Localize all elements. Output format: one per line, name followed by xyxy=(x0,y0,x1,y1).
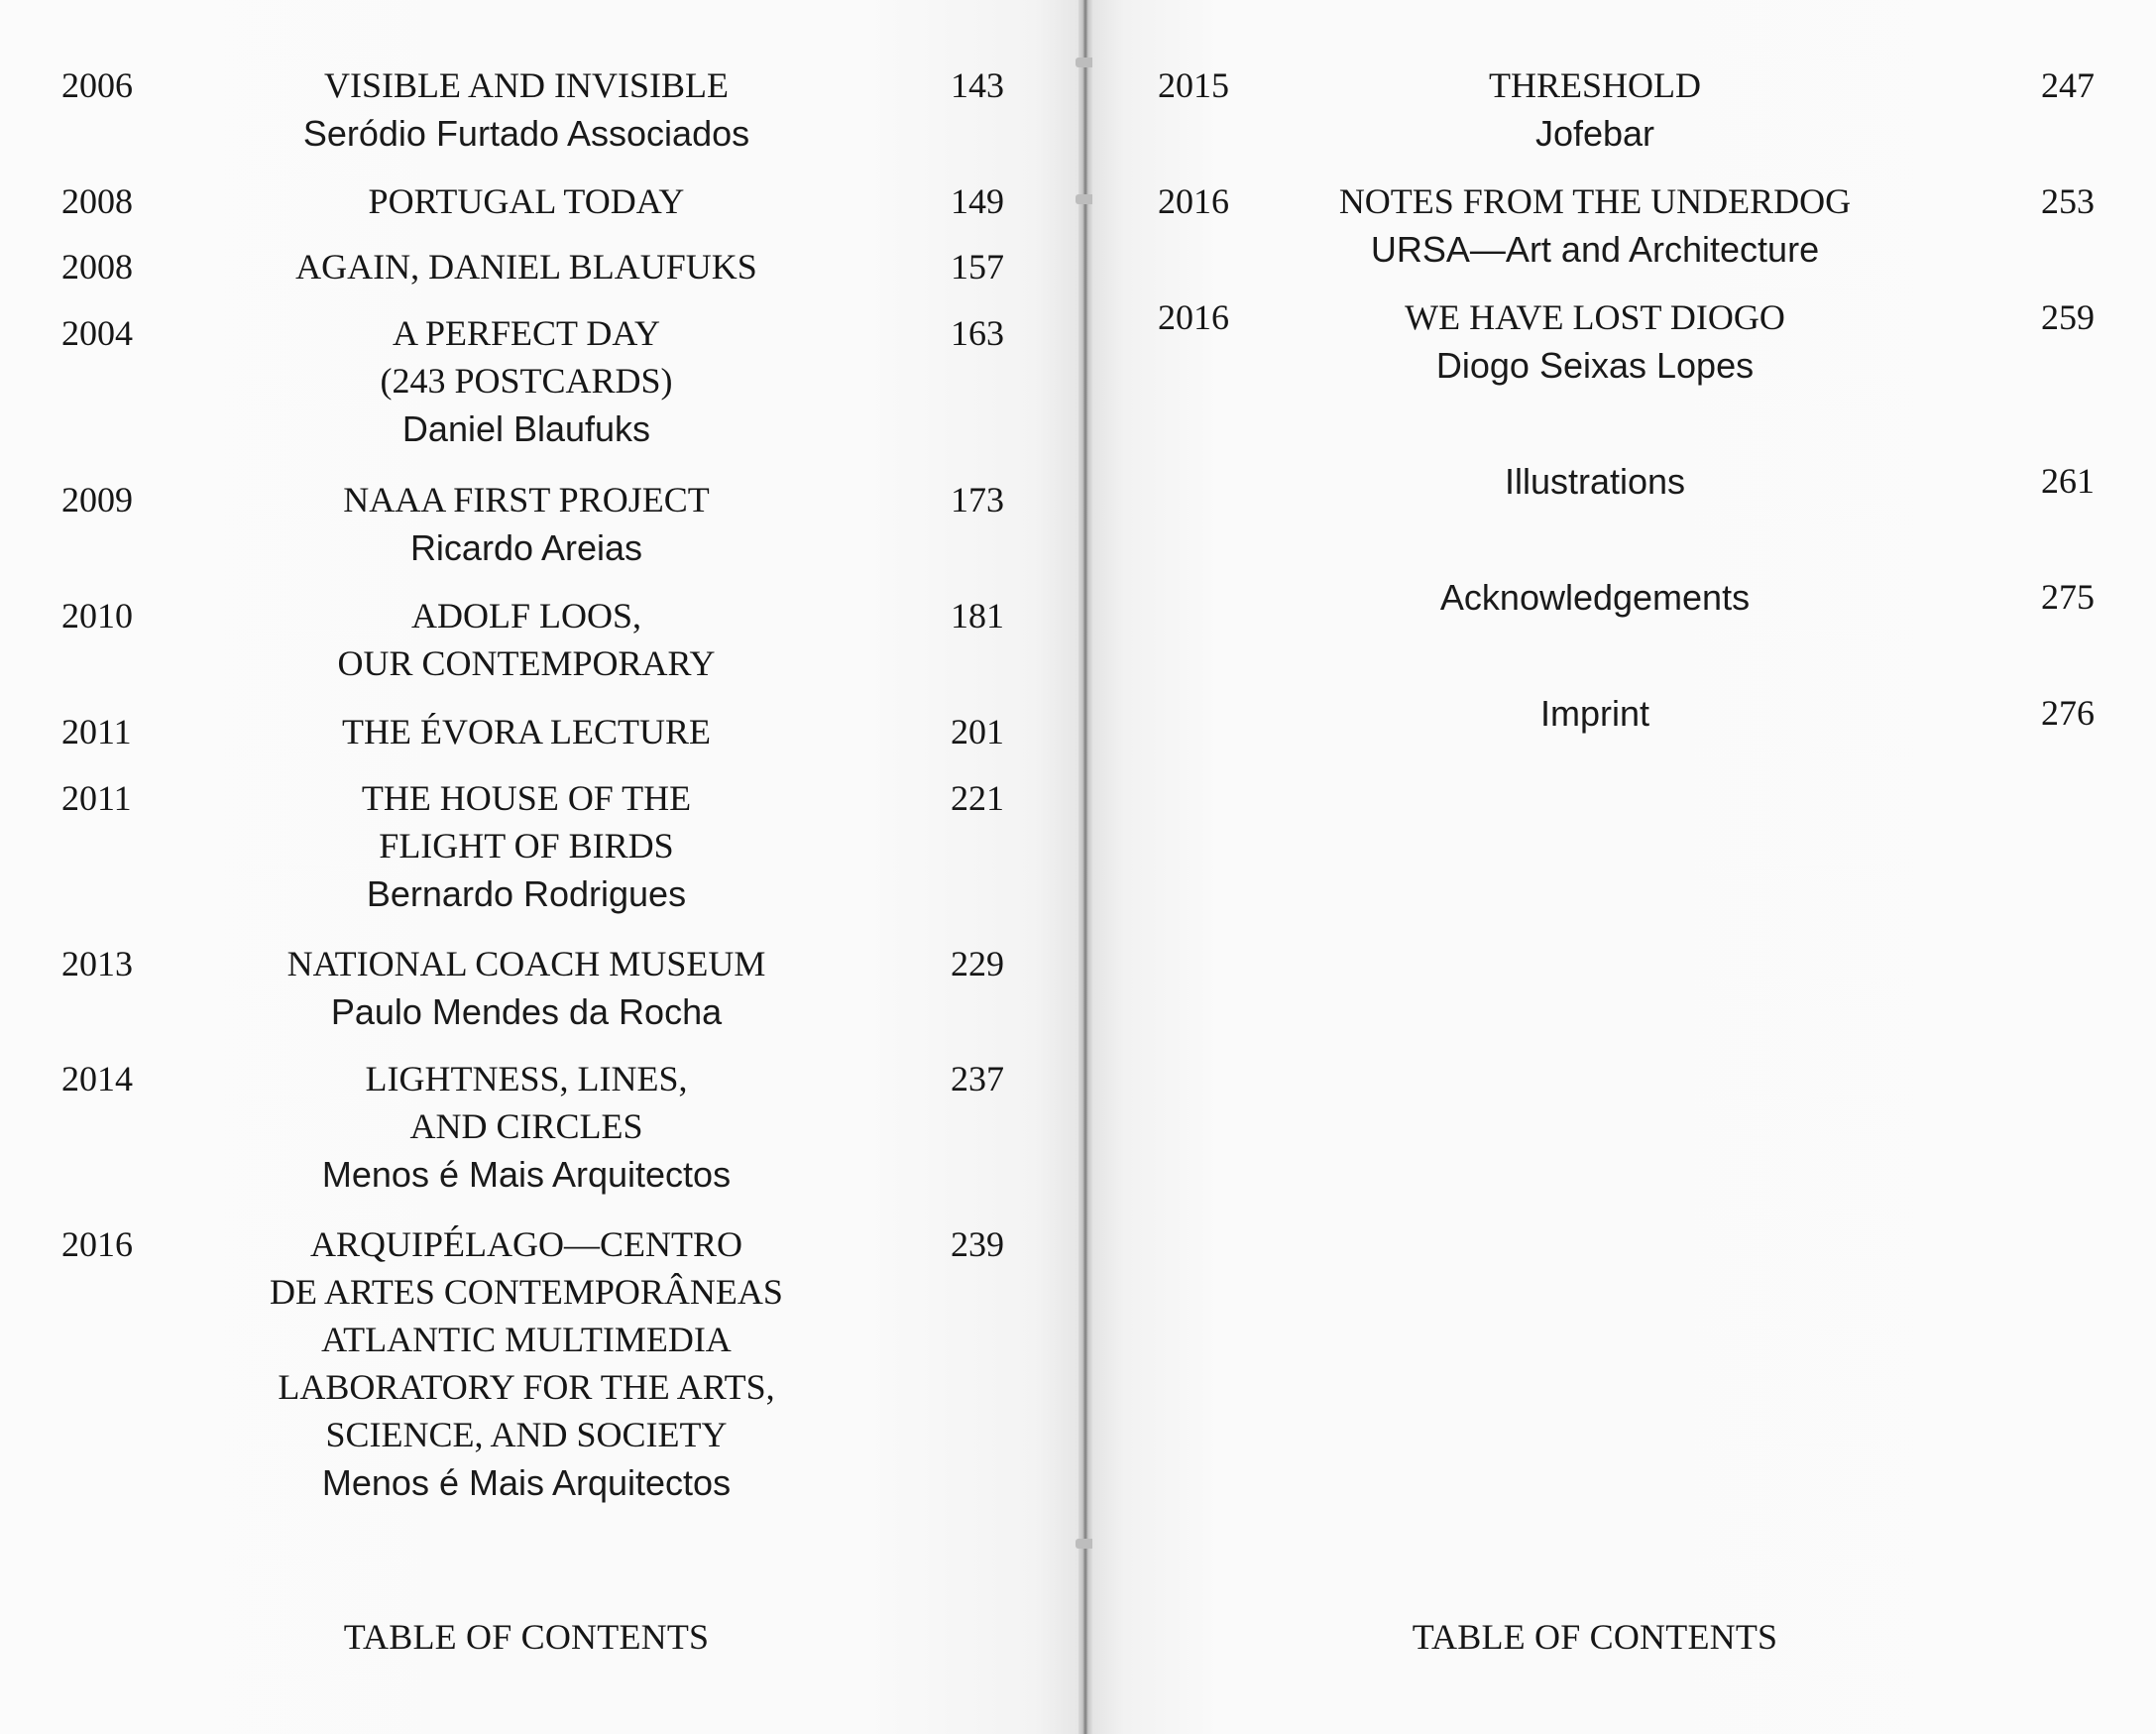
entry-page-number: 253 xyxy=(2041,181,2095,221)
entry-title: DE ARTES CONTEMPORÂNEAS xyxy=(270,1272,783,1312)
book-gutter xyxy=(1078,0,1092,1734)
entry-author: Seródio Furtado Associados xyxy=(302,113,750,154)
entry-year: 2016 xyxy=(1158,297,1229,337)
section-page-number: 261 xyxy=(2041,461,2095,501)
entry-page-number: 157 xyxy=(951,247,1004,287)
entry-page-number: 173 xyxy=(951,480,1004,520)
entry-title: A PERFECT DAY xyxy=(392,313,661,353)
entry-title: PORTUGAL TODAY xyxy=(368,181,685,221)
entry-author: Jofebar xyxy=(1534,113,1655,154)
entry-author: Ricardo Areias xyxy=(409,527,643,568)
entry-title: AGAIN, DANIEL BLAUFUKS xyxy=(295,247,757,287)
entry-page-number: 221 xyxy=(951,778,1004,818)
entry-year: 2008 xyxy=(61,247,133,287)
entry-author: Bernardo Rodrigues xyxy=(366,873,687,914)
entry-year: 2016 xyxy=(61,1224,133,1264)
section-text xyxy=(1291,573,1899,623)
entry-text xyxy=(198,1220,854,1508)
section-label: Illustrations xyxy=(1504,461,1686,502)
entry-title: NAAA FIRST PROJECT xyxy=(343,480,710,520)
entry-page-number: 229 xyxy=(951,944,1004,983)
entry-text xyxy=(198,309,854,454)
entry-title: WE HAVE LOST DIOGO xyxy=(1405,297,1785,337)
entry-title: SCIENCE, AND SOCIETY xyxy=(325,1415,728,1454)
entry-page-number: 237 xyxy=(951,1059,1004,1098)
entry-author: Menos é Mais Arquitectos xyxy=(321,1462,732,1503)
section-label: Imprint xyxy=(1539,693,1650,734)
entry-page-number: 201 xyxy=(951,712,1004,751)
entry-text xyxy=(198,61,854,159)
section-page-number: 275 xyxy=(2041,577,2095,617)
entry-title: THE HOUSE OF THE xyxy=(361,778,692,818)
entry-year: 2010 xyxy=(61,596,133,636)
section-page-number: 276 xyxy=(2041,693,2095,733)
entry-title: ARQUIPÉLAGO—CENTRO xyxy=(310,1224,742,1264)
entry-title: VISIBLE AND INVISIBLE xyxy=(324,65,729,105)
entry-title: NATIONAL COACH MUSEUM xyxy=(286,944,766,983)
entry-page-number: 247 xyxy=(2041,65,2095,105)
entry-text xyxy=(198,708,854,755)
entry-author: Menos é Mais Arquitectos xyxy=(321,1154,732,1195)
section-text xyxy=(1291,457,1899,507)
section-label: Acknowledgements xyxy=(1439,577,1751,618)
entry-text xyxy=(198,940,854,1037)
entry-title: NOTES FROM THE UNDERDOG xyxy=(1338,181,1852,221)
entry-page-number: 259 xyxy=(2041,297,2095,337)
entry-page-number: 143 xyxy=(951,65,1004,105)
entry-title: THRESHOLD xyxy=(1489,65,1701,105)
entry-text xyxy=(198,177,854,225)
entry-author: Diogo Seixas Lopes xyxy=(1435,345,1755,386)
entry-author: Paulo Mendes da Rocha xyxy=(330,991,723,1032)
entry-text xyxy=(1291,293,1899,391)
entry-text xyxy=(198,1055,854,1200)
entry-year: 2016 xyxy=(1158,181,1229,221)
entry-title: LABORATORY FOR THE ARTS, xyxy=(278,1367,775,1407)
entry-year: 2015 xyxy=(1158,65,1229,105)
entry-page-number: 239 xyxy=(951,1224,1004,1264)
page-footer: TABLE OF CONTENTS xyxy=(343,1617,710,1657)
right-page xyxy=(1092,0,2156,1734)
entry-page-number: 181 xyxy=(951,596,1004,636)
entry-author: Daniel Blaufuks xyxy=(401,408,651,449)
entry-year: 2013 xyxy=(61,944,133,983)
entry-text xyxy=(1291,61,1899,159)
entry-text xyxy=(198,592,854,687)
entry-title: AND CIRCLES xyxy=(409,1106,643,1146)
entry-text xyxy=(198,476,854,573)
entry-title: OUR CONTEMPORARY xyxy=(337,643,716,683)
entry-title: (243 POSTCARDS) xyxy=(380,361,673,401)
entry-text xyxy=(1291,177,1899,275)
entry-author: URSA—Art and Architecture xyxy=(1370,229,1820,270)
entry-year: 2006 xyxy=(61,65,133,105)
entry-year: 2008 xyxy=(61,181,133,221)
page-footer: TABLE OF CONTENTS xyxy=(1412,1617,1778,1657)
entry-year: 2011 xyxy=(61,778,132,818)
entry-page-number: 163 xyxy=(951,313,1004,353)
entry-year: 2014 xyxy=(61,1059,133,1098)
entry-text xyxy=(198,774,854,919)
entry-page-number: 149 xyxy=(951,181,1004,221)
section-text xyxy=(1291,689,1899,739)
entry-title: LIGHTNESS, LINES, xyxy=(365,1059,688,1098)
entry-title: THE ÉVORA LECTURE xyxy=(342,712,711,751)
entry-year: 2004 xyxy=(61,313,133,353)
entry-text xyxy=(198,243,854,290)
entry-title: FLIGHT OF BIRDS xyxy=(379,826,674,866)
entry-year: 2011 xyxy=(61,712,132,751)
entry-title: ATLANTIC MULTIMEDIA xyxy=(321,1320,732,1359)
entry-year: 2009 xyxy=(61,480,133,520)
entry-title: ADOLF LOOS, xyxy=(410,596,641,636)
